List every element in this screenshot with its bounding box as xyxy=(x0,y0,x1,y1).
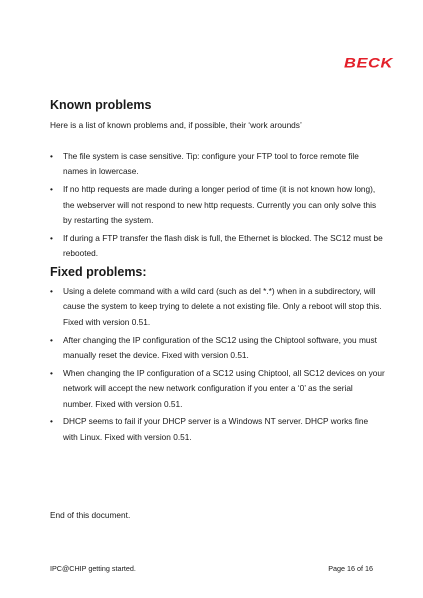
bullet-icon: • xyxy=(50,416,53,427)
list-item-text: DHCP seems to fail if your DHCP server is a Windows NT server. DHCP works fine with Linux. Fixed with version 0.51. xyxy=(63,416,369,442)
list-item xyxy=(50,333,385,364)
end-of-document-text: End of this document. xyxy=(50,510,131,520)
fixed-problems-heading: Fixed problems: xyxy=(50,265,147,279)
list-item-text: When changing the IP configuration of a SC12 using Chiptool, all SC12 devices on your network will accept the new network configuration if you enter a ‘0’ as the serial number. Fixed with version 0.51. xyxy=(63,367,385,409)
fixed-problems-list xyxy=(50,284,385,448)
list-item-text: If no http requests are made during a longer period of time (it is not known how long), the webserver will not respond to new http requests. Currently you can only solve this by restarting the system. xyxy=(63,184,377,226)
list-item xyxy=(50,182,385,228)
bullet-icon: • xyxy=(50,184,53,195)
known-problems-list xyxy=(50,149,385,264)
bullet-icon: • xyxy=(50,286,53,296)
beck-logo-graphic xyxy=(344,56,394,69)
beck-logo-text: BECK xyxy=(344,56,394,69)
known-problems-heading: Known problems xyxy=(50,98,152,112)
known-problems-intro: Here is a list of known problems and, if possible, their ‘work arounds’ xyxy=(50,120,302,130)
bullet-icon: • xyxy=(50,334,53,345)
list-item xyxy=(50,149,385,180)
list-item-text: Using a delete command with a wild card (such as del *.*) when in a subdirectory, will cause the system to keep trying to delete a not existing file. Only a reboot will stop this. Fixed with version 0.51. xyxy=(63,286,382,327)
list-item xyxy=(50,414,385,445)
list-item xyxy=(50,231,385,262)
list-item-text: The file system is case sensitive. Tip: configure your FTP tool to force remote file names in lowercase. xyxy=(63,151,359,177)
list-item xyxy=(50,366,385,412)
footer-title: IPC@CHIP getting started. xyxy=(50,564,136,573)
list-item-text: After changing the IP configuration of the SC12 using the Chiptool software, you must manually reset the device. Fixed with version 0.51. xyxy=(63,334,377,361)
list-item-text: If during a FTP transfer the flash disk is full, the Ethernet is blocked. The SC12 must be rebooted. xyxy=(63,232,383,259)
beck-logo xyxy=(344,56,394,69)
page-number: Page 16 of 16 xyxy=(328,564,373,573)
bullet-icon: • xyxy=(50,232,53,243)
bullet-icon: • xyxy=(50,151,53,161)
list-item xyxy=(50,284,385,330)
bullet-icon: • xyxy=(50,367,53,378)
